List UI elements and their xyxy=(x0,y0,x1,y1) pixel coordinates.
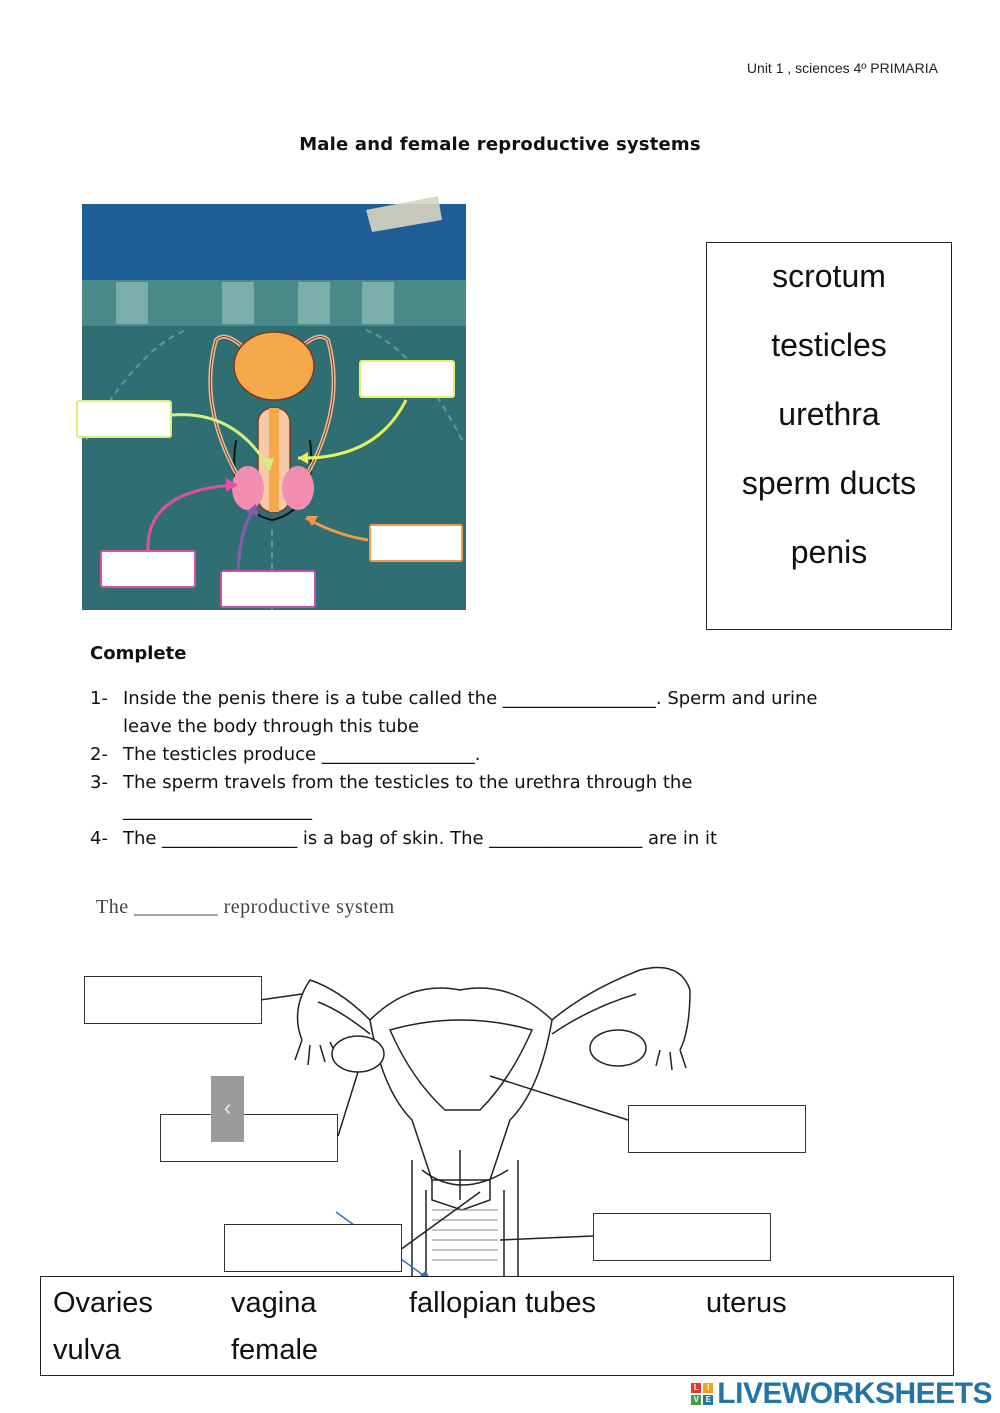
male-answer-box-3[interactable] xyxy=(369,524,463,562)
liveworksheets-logo[interactable] xyxy=(691,1376,992,1412)
word-bank-item: fallopian tubes xyxy=(409,1287,597,1319)
word-bank-item: vagina xyxy=(231,1287,317,1319)
word-bank-item: uterus xyxy=(706,1287,787,1319)
question-text: The testicles produce _________________. xyxy=(123,744,481,765)
female-answer-box-2[interactable] xyxy=(160,1114,338,1162)
question-number: 4- xyxy=(90,828,108,849)
question-2 xyxy=(90,744,481,765)
question-1-cont: leave the body through this tube xyxy=(123,716,420,737)
word-bank-item: testicles xyxy=(771,327,887,363)
complete-heading: Complete xyxy=(90,643,187,664)
male-answer-box-4[interactable] xyxy=(100,550,196,588)
male-answer-box-5[interactable] xyxy=(220,570,316,608)
male-word-bank xyxy=(706,242,952,630)
question-number: 2- xyxy=(90,744,108,765)
female-answer-box-5[interactable] xyxy=(224,1224,402,1272)
male-answer-box-1[interactable] xyxy=(359,360,455,398)
word-bank-item: vulva xyxy=(53,1334,121,1366)
previous-page-arrow-icon[interactable]: ‹ xyxy=(211,1076,244,1142)
question-text: The _______________ is a bag of skin. The _________________ are in it xyxy=(123,828,718,849)
question-text: Inside the penis there is a tube called the _________________. Sperm and urine xyxy=(123,688,818,709)
female-answer-box-3[interactable] xyxy=(628,1105,806,1153)
logo-text: LIVEWORKSHEETS xyxy=(717,1377,992,1410)
question-3-cont: _____________________ xyxy=(123,800,312,821)
female-answer-box-1[interactable] xyxy=(84,976,262,1024)
male-reproductive-diagram xyxy=(76,190,470,610)
word-bank-item: scrotum xyxy=(772,258,886,294)
female-answer-box-4[interactable] xyxy=(593,1213,771,1261)
question-3 xyxy=(90,772,692,793)
female-section-title: The ________ reproductive system xyxy=(96,896,395,918)
female-word-bank xyxy=(40,1276,954,1376)
question-number: 3- xyxy=(90,772,108,793)
word-bank-item: Ovaries xyxy=(53,1287,153,1319)
word-bank-item: female xyxy=(231,1334,319,1366)
question-4 xyxy=(90,828,717,849)
word-bank-item: urethra xyxy=(778,396,880,432)
page-title: Male and female reproductive systems xyxy=(299,134,701,155)
question-1 xyxy=(90,688,817,709)
word-bank-item: penis xyxy=(790,534,868,570)
male-answer-box-2[interactable] xyxy=(76,400,172,438)
logo-icon: L I V E xyxy=(691,1383,713,1405)
word-bank-item: sperm ducts xyxy=(741,465,917,501)
question-text: The sperm travels from the testicles to the urethra through the xyxy=(123,772,693,793)
unit-header: Unit 1 , sciences 4º PRIMARIA xyxy=(746,60,938,76)
female-reproductive-diagram xyxy=(40,950,820,1280)
question-number: 1- xyxy=(90,688,108,709)
